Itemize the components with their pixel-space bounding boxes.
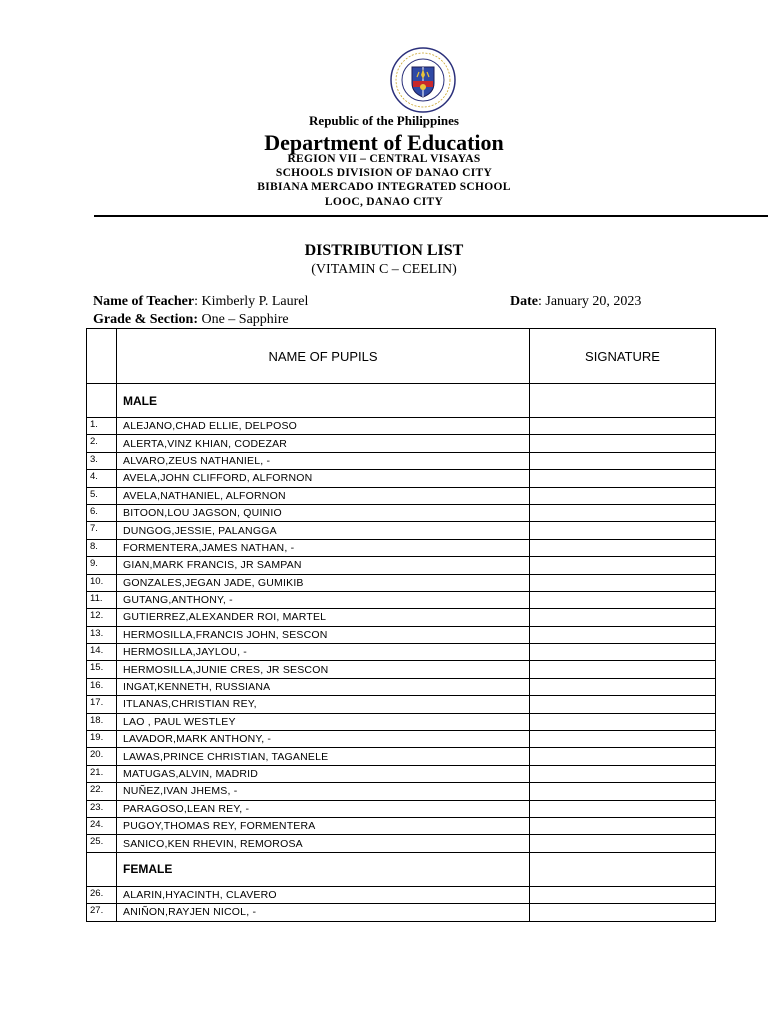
date-value: January 20, 2023 [545,294,642,309]
table-row [87,644,716,661]
row-number: 18. [87,713,117,730]
signature-cell[interactable] [530,765,716,782]
table-row [87,435,716,452]
pupil-name: ALERTA,VINZ KHIAN, CODEZAR [117,435,530,452]
school-line: BIBIANA MERCADO INTEGRATED SCHOOL [257,181,511,193]
row-number: 21. [87,765,117,782]
table-row [87,817,716,834]
table-row [87,783,716,800]
row-number: 10. [87,574,117,591]
pupil-name: ITLANAS,CHRISTIAN REY, [117,696,530,713]
table-row [87,678,716,695]
signature-cell[interactable] [530,435,716,452]
pupil-name: HERMOSILLA,JAYLOU, - [117,644,530,661]
pupil-name: GUTIERREZ,ALEXANDER ROI, MARTEL [117,609,530,626]
signature-cell[interactable] [530,800,716,817]
signature-cell[interactable] [530,504,716,521]
table-row [87,418,716,435]
row-number: 2. [87,435,117,452]
signature-cell[interactable] [530,452,716,469]
row-number: 1. [87,418,117,435]
teacher-label: Name of Teacher [93,294,195,309]
distribution-table [86,328,716,922]
document-subtitle: (VITAMIN C – CEELIN) [311,262,457,277]
pupil-name: SANICO,KEN RHEVIN, REMOROSA [117,835,530,852]
row-number: 7. [87,522,117,539]
table-row [87,557,716,574]
female-section-row [87,852,716,886]
pupil-name: GONZALES,JEGAN JADE, GUMIKIB [117,574,530,591]
row-number: 17. [87,696,117,713]
signature-cell[interactable] [530,678,716,695]
pupil-name: NUÑEZ,IVAN JHEMS, - [117,783,530,800]
row-number: 15. [87,661,117,678]
signature-cell[interactable] [530,539,716,556]
row-number: 24. [87,817,117,834]
row-number: 8. [87,539,117,556]
table-row [87,904,716,921]
table-row [87,713,716,730]
signature-cell[interactable] [530,886,716,903]
table-row [87,504,716,521]
signature-cell[interactable] [530,904,716,921]
department-heading: Department of Education [264,130,504,155]
pupil-name: LAVADOR,MARK ANTHONY, - [117,731,530,748]
row-number: 14. [87,644,117,661]
pupil-name: ALEJANO,CHAD ELLIE, DELPOSO [117,418,530,435]
section-number-cell [87,852,117,886]
division-line: SCHOOLS DIVISION OF DANAO CITY [275,167,493,179]
table-header-row [87,329,716,384]
table-row [87,470,716,487]
row-number: 23. [87,800,117,817]
signature-cell[interactable] [530,487,716,504]
pupil-name: ALVARO,ZEUS NATHANIEL, - [117,452,530,469]
document-title: DISTRIBUTION LIST [304,242,464,259]
row-number: 9. [87,557,117,574]
row-number: 22. [87,783,117,800]
pupil-name: INGAT,KENNETH, RUSSIANA [117,678,530,695]
pupil-name: ANIÑON,RAYJEN NICOL, - [117,904,530,921]
grade-line [93,312,289,328]
table-row [87,609,716,626]
signature-cell[interactable] [530,574,716,591]
signature-column-header: SIGNATURE [530,329,716,384]
row-number: 3. [87,452,117,469]
teacher-line: Name of Teacher: Kimberly P. Laurel [93,294,309,309]
row-number: 16. [87,678,117,695]
signature-cell[interactable] [530,418,716,435]
address-line: LOOC, DANAO CITY [324,196,444,208]
republic-heading: Republic of the Philippines [309,113,459,128]
pupil-name: AVELA,JOHN CLIFFORD, ALFORNON [117,470,530,487]
row-number: 20. [87,748,117,765]
name-column-header: NAME OF PUPILS [117,329,530,384]
table-row [87,696,716,713]
teacher-name: Kimberly P. Laurel [201,294,309,309]
table-row [87,452,716,469]
row-number: 4. [87,470,117,487]
row-number: 12. [87,609,117,626]
number-header [87,329,117,384]
signature-cell[interactable] [530,713,716,730]
pupil-name: ALARIN,HYACINTH, CLAVERO [117,886,530,903]
row-number: 25. [87,835,117,852]
section-signature-cell [530,384,716,418]
female-section-label: FEMALE [117,852,530,886]
table-row [87,626,716,643]
table-row [87,522,716,539]
signature-cell[interactable] [530,591,716,608]
signature-cell[interactable] [530,557,716,574]
signature-cell[interactable] [530,817,716,834]
row-number: 5. [87,487,117,504]
table-row [87,886,716,903]
table-row [87,765,716,782]
table-row [87,591,716,608]
row-number: 19. [87,731,117,748]
pupil-name: HERMOSILLA,FRANCIS JOHN, SESCON [117,626,530,643]
signature-cell[interactable] [530,609,716,626]
signature-cell[interactable] [530,748,716,765]
pupil-name: MATUGAS,ALVIN, MADRID [117,765,530,782]
date-label: Date [510,294,538,309]
signature-cell[interactable] [530,626,716,643]
table-row [87,661,716,678]
row-number: 13. [87,626,117,643]
pupil-name: GUTANG,ANTHONY, - [117,591,530,608]
deped-seal-logo [390,47,456,113]
pupil-name: DUNGOG,JESSIE, PALANGGA [117,522,530,539]
section-number-cell [87,384,117,418]
pupil-name: HERMOSILLA,JUNIE CRES, JR SESCON [117,661,530,678]
signature-cell[interactable] [530,835,716,852]
section-signature-cell [530,852,716,886]
pupil-name: LAWAS,PRINCE CHRISTIAN, TAGANELE [117,748,530,765]
table-row [87,731,716,748]
row-number: 6. [87,504,117,521]
signature-cell[interactable] [530,783,716,800]
grade-label: Grade & Section: [93,312,198,327]
table-row [87,574,716,591]
table-row [87,800,716,817]
region-line: REGION VII – CENTRAL VISAYAS [287,153,481,165]
signature-cell[interactable] [530,731,716,748]
pupil-name: LAO , PAUL WESTLEY [117,713,530,730]
table-row [87,487,716,504]
signature-cell[interactable] [530,522,716,539]
header-divider [94,215,768,217]
pupil-name: GIAN,MARK FRANCIS, JR SAMPAN [117,557,530,574]
table-row [87,748,716,765]
signature-cell[interactable] [530,470,716,487]
row-number: 11. [87,591,117,608]
pupil-name: AVELA,NATHANIEL, ALFORNON [117,487,530,504]
signature-cell[interactable] [530,661,716,678]
pupil-name: BITOON,LOU JAGSON, QUINIO [117,504,530,521]
table-row [87,835,716,852]
date-line: Date: January 20, 2023 [510,294,642,309]
grade-value: One – Sapphire [201,312,289,327]
pupil-name: PUGOY,THOMAS REY, FORMENTERA [117,817,530,834]
pupil-name: PARAGOSO,LEAN REY, - [117,800,530,817]
male-section-row [87,384,716,418]
row-number: 27. [87,904,117,921]
signature-cell[interactable] [530,644,716,661]
pupil-name: FORMENTERA,JAMES NATHAN, - [117,539,530,556]
table-row [87,539,716,556]
male-section-label: MALE [117,384,530,418]
row-number: 26. [87,886,117,903]
signature-cell[interactable] [530,696,716,713]
